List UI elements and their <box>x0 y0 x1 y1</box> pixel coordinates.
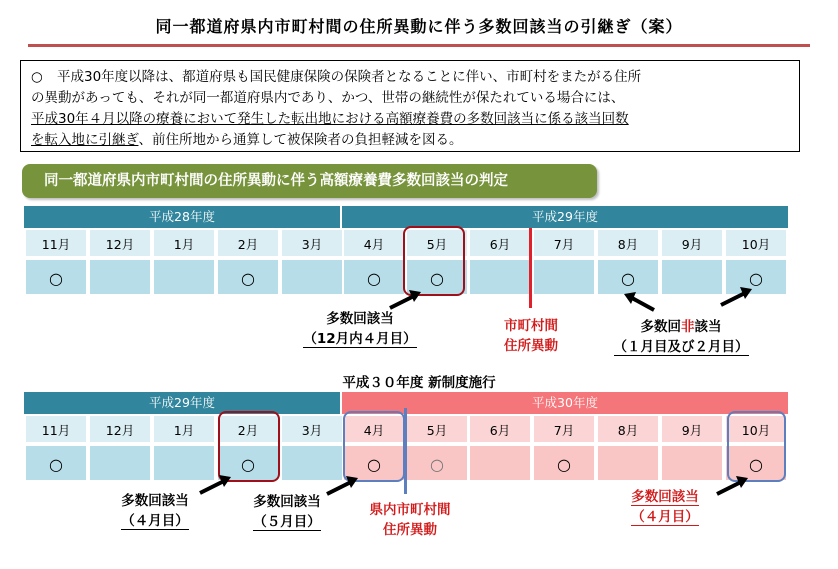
label-tasu-a-sub: （４月目） <box>121 513 189 529</box>
intro-box <box>20 60 800 152</box>
label-tasu-b-sub-wrap <box>232 512 342 532</box>
fiscal-year-band-h30: 平成30年度 <box>342 392 788 414</box>
month-cell: 5月 <box>405 414 469 444</box>
month-cell: 12月 <box>88 228 152 258</box>
month-cell: 3月 <box>280 414 344 444</box>
mark-cell: ○ <box>24 258 88 296</box>
label-move-2-line1: 県内市町村間 <box>369 502 451 518</box>
label-tasu-a-title: 多数回該当 <box>121 493 189 509</box>
intro-text-4a: を転入地に引継ぎ <box>31 132 139 148</box>
month-cell: 6月 <box>468 414 532 444</box>
label-tasu-c-title-wrap <box>610 487 720 507</box>
label-tasu-a-sub-wrap <box>100 511 210 531</box>
mark-cell <box>152 258 216 296</box>
label-move-1-line1: 市町村間 <box>504 318 558 334</box>
month-cell: 2月 <box>216 414 280 444</box>
label-move-1 <box>490 316 572 356</box>
label-tasu-1-sub-wrap <box>290 329 430 349</box>
label-tasu-b-title: 多数回該当 <box>253 494 321 510</box>
section-banner: 同一都道府県内市町村間の住所異動に伴う高額療養費多数回該当の判定 <box>22 164 597 198</box>
mark-cell <box>280 258 344 296</box>
intro-text-3: 平成30年４月以降の療養において発生した転出地における高額療養費の多数回該当に係る該当回数 <box>31 111 629 127</box>
bullet-circle: ○ <box>31 69 43 85</box>
month-cell: 11月 <box>24 228 88 258</box>
month-cell: 4月 <box>342 228 406 258</box>
fiscal-year-band-h28: 平成28年度 <box>24 206 340 228</box>
month-cell: 1月 <box>152 414 216 444</box>
label-move-2-line2: 住所異動 <box>383 522 437 538</box>
label-tasu-c-title: 多数回該当 <box>631 489 699 505</box>
mark-cell: ○ <box>216 444 280 482</box>
mark-cell: ○ <box>405 258 469 296</box>
label-hi-gaitou <box>596 317 766 357</box>
intro-text-4b: 、前住所地から通算して被保険者の負担軽減を図る。 <box>138 132 463 148</box>
month-cell: 7月 <box>532 228 596 258</box>
month-cell: 8月 <box>596 414 660 444</box>
move-divider-line-2 <box>404 408 407 494</box>
month-cell: 6月 <box>468 228 532 258</box>
mark-cell: ○ <box>724 258 788 296</box>
label-tasu-1 <box>290 309 430 349</box>
mark-cell <box>532 258 596 296</box>
label-move-1-line2: 住所異動 <box>504 338 558 354</box>
mark-cell: ○ <box>724 444 788 482</box>
label-move-2 <box>350 500 470 540</box>
label-hi-gaitou-sub-wrap <box>596 337 766 357</box>
label-tasu-c <box>610 487 720 527</box>
fiscal-year-band-h29: 平成29年度 <box>342 206 788 228</box>
month-cell: 2月 <box>216 228 280 258</box>
label-tasu-b-sub: （５月目） <box>253 514 321 530</box>
mark-cell <box>468 258 532 296</box>
mark-cell <box>88 258 152 296</box>
label-tasu-a <box>100 491 210 531</box>
fiscal-year-band-h29b: 平成29年度 <box>24 392 340 414</box>
label-hi-b: 非 <box>681 319 695 335</box>
intro-line-2: の異動があっても、それが同一都道府県内であり、かつ、世帯の継続性が保たれている場合には、 <box>31 90 625 106</box>
highlight-feb <box>218 411 280 482</box>
mark-cell: ○ <box>342 258 406 296</box>
highlight-may <box>403 226 465 296</box>
arrow-to-august <box>620 290 660 316</box>
month-cell: 9月 <box>660 414 724 444</box>
mark-cell: ○ <box>24 444 88 482</box>
label-tasu-b <box>232 492 342 532</box>
mark-cell: ○ <box>532 444 596 482</box>
mark-cell <box>88 444 152 482</box>
month-cell: 7月 <box>532 414 596 444</box>
month-cell: 1月 <box>152 228 216 258</box>
page-title: 同一都道府県内市町村間の住所異動に伴う多数回該当の引継ぎ（案） <box>155 17 683 36</box>
intro-line-1 <box>31 67 789 88</box>
intro-line-3 <box>31 109 789 130</box>
month-cell: 4月 <box>342 414 406 444</box>
mark-cell <box>660 258 724 296</box>
label-hi-gaitou-sub: （１月目及び２月目） <box>613 339 749 355</box>
new-system-heading: 平成３０年度 新制度施行 <box>342 375 496 391</box>
mark-cell <box>596 444 660 482</box>
month-cell: 10月 <box>724 228 788 258</box>
intro-line-4 <box>31 130 789 151</box>
highlight-april <box>343 411 405 482</box>
label-hi-gaitou-title <box>596 317 766 337</box>
label-tasu-c-sub-wrap <box>610 507 720 527</box>
label-hi-a: 多数回 <box>640 319 681 335</box>
month-cell: 10月 <box>724 414 788 444</box>
mark-cell <box>468 444 532 482</box>
month-cell: 3月 <box>280 228 344 258</box>
month-cell: 8月 <box>596 228 660 258</box>
month-cell: 12月 <box>88 414 152 444</box>
highlight-october-2 <box>727 411 786 482</box>
label-tasu-1-sub: （12月内４月目） <box>303 331 417 347</box>
mark-cell: ○ <box>216 258 280 296</box>
move-divider-line <box>529 228 532 308</box>
arrow-to-october <box>716 285 756 311</box>
month-cell: 5月 <box>405 228 469 258</box>
mark-cell: ○ <box>342 444 406 482</box>
intro-text-1: 平成30年度以降は、都道府県も国民健康保険の保険者となることに伴い、市町村をまたがる住所 <box>57 69 642 85</box>
mark-cell: ○ <box>596 258 660 296</box>
label-tasu-1-title: 多数回該当 <box>326 311 394 327</box>
mark-cell: ○ <box>405 444 469 482</box>
month-cell: 11月 <box>24 414 88 444</box>
label-tasu-c-sub: （４月目） <box>631 509 699 525</box>
label-hi-c: 該当 <box>694 319 722 335</box>
month-cell: 9月 <box>660 228 724 258</box>
title-underline <box>28 44 810 47</box>
